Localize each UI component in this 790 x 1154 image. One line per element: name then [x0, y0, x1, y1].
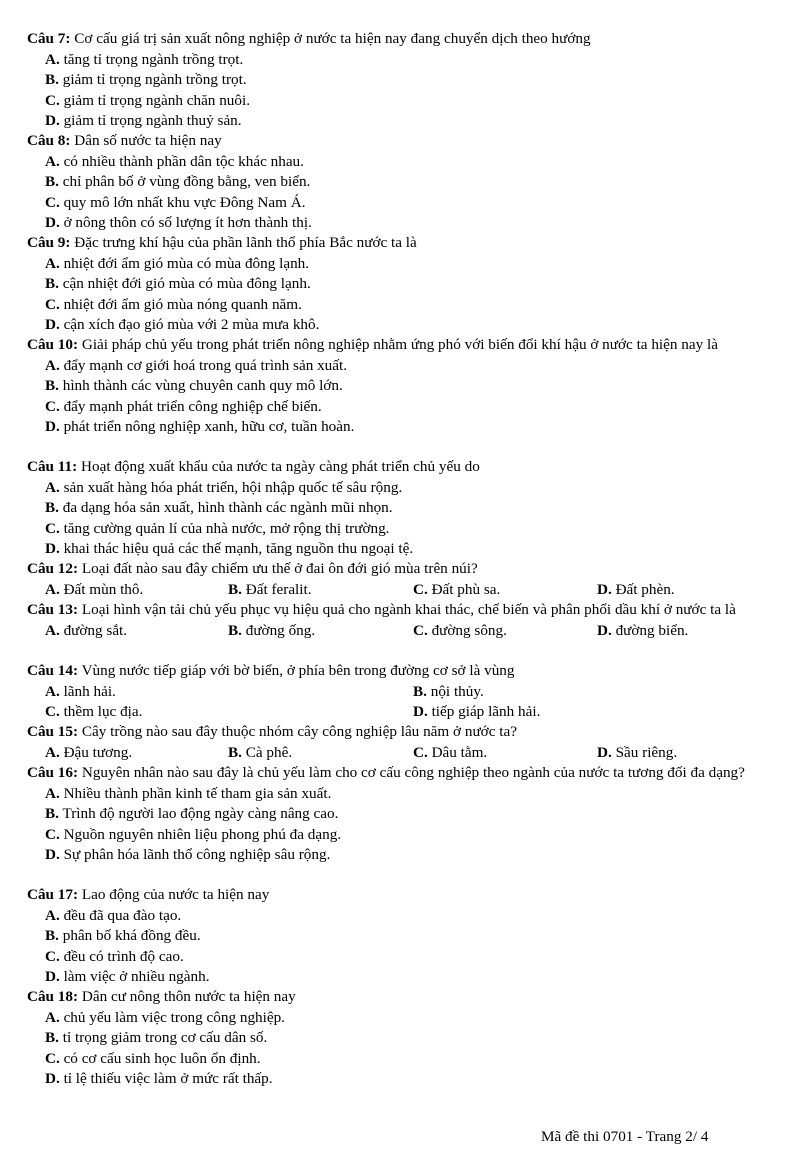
option-d[interactable]: D. Đất phèn. [597, 580, 675, 598]
option-a[interactable]: A. sản xuất hàng hóa phát triển, hội nhập quốc tế sâu rộng. [45, 478, 403, 496]
option-d[interactable]: D. Sự phân hóa lãnh thổ công nghiệp sâu rộng. [45, 846, 331, 863]
option-b[interactable]: B. nội thủy. [413, 682, 484, 700]
option-c[interactable]: C. Dâu tằm. [413, 743, 488, 761]
option-b[interactable]: B. giảm tỉ trọng ngành trồng trọt. [45, 71, 247, 88]
question-text: Nguyên nhân nào sau đây là chủ yếu làm cho cơ cấu công nghiệp theo ngành của nước ta tương đối đa dạng? [78, 764, 745, 781]
option-b[interactable]: B. đa dạng hóa sản xuất, hình thành các ngành mũi nhọn. [45, 499, 393, 516]
question-12 [27, 559, 767, 600]
question-16 [27, 763, 767, 866]
option-a[interactable]: A. đẩy mạnh cơ giới hoá trong quá trình sản xuất. [45, 356, 348, 374]
option-a[interactable]: A. Đậu tương. [45, 743, 133, 761]
question-text: Cây trồng nào sau đây thuộc nhóm cây công nghiệp lâu năm ở nước ta? [78, 723, 517, 740]
option-d[interactable]: D. khai thác hiệu quả các thế mạnh, tăng nguồn thu ngoại tệ. [45, 540, 414, 557]
option-c[interactable]: C. Đất phù sa. [413, 580, 501, 598]
option-d[interactable]: D. phát triển nông nghiệp xanh, hữu cơ, tuần hoàn. [45, 418, 355, 435]
option-d[interactable]: D. giảm tỉ trọng ngành thuỷ sản. [45, 112, 242, 129]
option-a[interactable]: A. đường sắt. [45, 621, 128, 639]
question-15 [27, 722, 767, 763]
option-d[interactable]: D. tỉ lệ thiếu việc làm ở mức rất thấp. [45, 1070, 273, 1087]
question-text: Cơ cấu giá trị sản xuất nông nghiệp ở nước ta hiện nay đang chuyển dịch theo hướng [70, 30, 591, 47]
question-number: Câu 17: [27, 886, 79, 903]
question-number: Câu 16: [27, 764, 79, 781]
question-9 [27, 233, 767, 336]
option-d[interactable]: D. đường biển. [597, 621, 689, 639]
option-b[interactable]: B. đường ống. [228, 621, 316, 639]
question-text: Giải pháp chủ yếu trong phát triển nông nghiệp nhằm ứng phó với biến đổi khí hậu ở nước ta hiện nay là [78, 336, 718, 353]
question-13 [27, 600, 767, 641]
question-number: Câu 10: [27, 336, 79, 353]
option-a[interactable]: A. tăng tỉ trọng ngành trồng trọt. [45, 50, 244, 68]
option-b[interactable]: B. tỉ trọng giảm trong cơ cấu dân số. [45, 1029, 268, 1046]
option-c[interactable]: C. tăng cường quản lí của nhà nước, mở rộng thị trường. [45, 519, 390, 537]
question-7 [27, 29, 767, 132]
question-text: Dân số nước ta hiện nay [70, 132, 222, 149]
option-c[interactable]: C. đường sông. [413, 621, 507, 639]
option-b[interactable]: B. Đất feralit. [228, 580, 312, 598]
option-d[interactable]: D. cận xích đạo gió mùa với 2 mùa mưa khô. [45, 316, 320, 333]
question-number: Câu 11: [27, 458, 78, 475]
option-a[interactable]: A. có nhiều thành phần dân tộc khác nhau. [45, 152, 304, 170]
option-c[interactable]: C. thềm lục địa. [45, 703, 143, 720]
question-text: Đặc trưng khí hậu của phần lãnh thổ phía Bắc nước ta là [70, 234, 417, 251]
option-c[interactable]: C. đều có trình độ cao. [45, 947, 184, 965]
option-a[interactable]: A. chủ yếu làm việc trong công nghiệp. [45, 1008, 285, 1026]
option-d[interactable]: D. Sầu riêng. [597, 743, 678, 761]
option-b[interactable]: B. hình thành các vùng chuyên canh quy mô lớn. [45, 377, 343, 394]
option-d[interactable]: D. làm việc ở nhiều ngành. [45, 968, 210, 985]
option-c[interactable]: C. nhiệt đới ẩm gió mùa nóng quanh năm. [45, 295, 302, 313]
question-number: Câu 18: [27, 988, 79, 1005]
question-text: Loại đất nào sau đây chiếm ưu thế ở đai ôn đới gió mùa trên núi? [78, 560, 478, 577]
option-c[interactable]: C. đẩy mạnh phát triển công nghiệp chế biến. [45, 397, 322, 415]
option-a[interactable]: A. đều đã qua đào tạo. [45, 906, 182, 924]
option-c[interactable]: C. Nguồn nguyên nhiên liệu phong phú đa dạng. [45, 825, 342, 843]
option-c[interactable]: C. giảm tỉ trọng ngành chăn nuôi. [45, 91, 250, 109]
option-b[interactable]: B. chỉ phân bố ở vùng đồng bằng, ven biển. [45, 173, 311, 190]
option-b[interactable]: B. Trình độ người lao động ngày càng nâng cao. [45, 805, 339, 822]
option-c[interactable]: C. có cơ cấu sinh học luôn ổn định. [45, 1049, 261, 1067]
option-d[interactable]: D. ở nông thôn có số lượng ít hơn thành thị. [45, 214, 312, 231]
question-text: Dân cư nông thôn nước ta hiện nay [78, 988, 296, 1005]
option-b[interactable]: B. Cà phê. [228, 743, 293, 761]
question-17 [27, 885, 767, 988]
option-a[interactable]: A. Đất mùn thô. [45, 580, 144, 598]
option-b[interactable]: B. cận nhiệt đới gió mùa có mùa đông lạnh. [45, 275, 311, 292]
question-14 [27, 661, 767, 723]
page-footer: Mã đề thi 0701 - Trang 2/ 4 [541, 1128, 709, 1145]
question-text: Vùng nước tiếp giáp với bờ biển, ở phía bên trong đường cơ sở là vùng [78, 662, 515, 679]
question-number: Câu 13: [27, 601, 79, 618]
question-number: Câu 7: [27, 30, 71, 47]
option-b[interactable]: B. phân bố khá đồng đều. [45, 927, 201, 944]
option-c[interactable]: C. quy mô lớn nhất khu vực Đông Nam Á. [45, 193, 306, 211]
question-text: Loại hình vận tải chủ yếu phục vụ hiệu quả cho ngành khai thác, chế biến và phân phối dầu khí ở nước ta là [78, 601, 736, 618]
question-number: Câu 15: [27, 723, 79, 740]
question-number: Câu 9: [27, 234, 71, 251]
option-a[interactable]: A. Nhiều thành phần kinh tế tham gia sản xuất. [45, 784, 332, 802]
option-a[interactable]: A. nhiệt đới ẩm gió mùa có mùa đông lạnh. [45, 254, 310, 272]
question-8 [27, 131, 767, 234]
question-18 [27, 987, 767, 1090]
option-a[interactable]: A. lãnh hải. [45, 682, 116, 700]
question-number: Câu 14: [27, 662, 79, 679]
question-text: Lao động của nước ta hiện nay [78, 886, 270, 903]
option-d[interactable]: D. tiếp giáp lãnh hải. [413, 703, 541, 720]
question-11 [27, 457, 767, 560]
question-text: Hoạt động xuất khẩu của nước ta ngày càng phát triển chủ yếu do [77, 458, 480, 475]
question-number: Câu 8: [27, 132, 71, 149]
question-10 [27, 335, 767, 438]
question-number: Câu 12: [27, 560, 79, 577]
